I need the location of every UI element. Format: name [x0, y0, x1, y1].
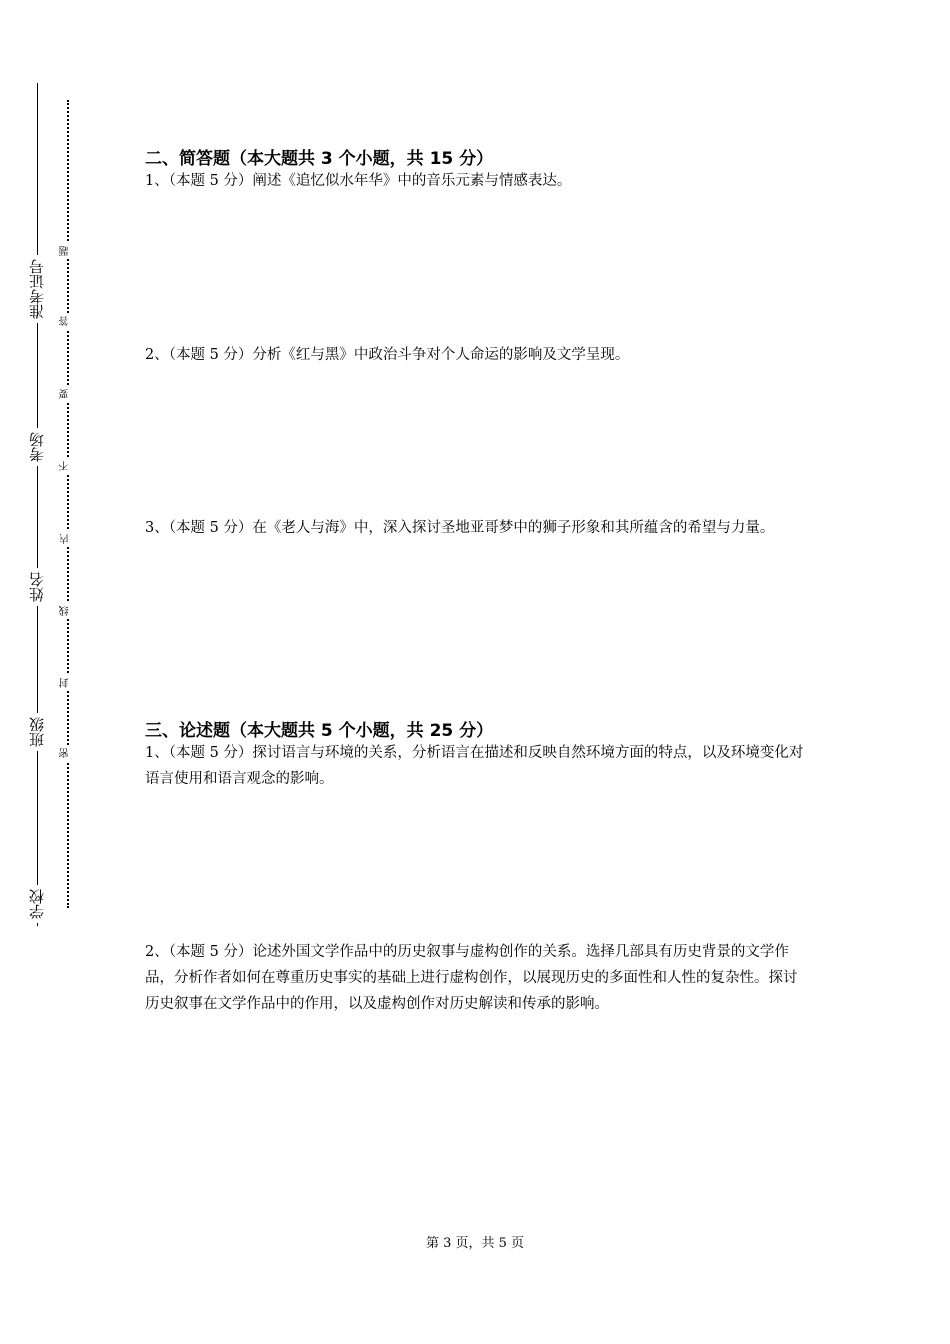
section-title-essay: 三、论述题（本大题共 5 个小题，共 25 分）: [145, 721, 494, 741]
seal-char: 密: [60, 745, 76, 761]
question-item: 1、（本题 5 分）阐述《追忆似水年华》中的音乐元素与情感表达。: [145, 173, 572, 189]
seal-char: 答: [60, 313, 76, 329]
seal-char: 内: [60, 531, 76, 547]
question-item: 2、（本题 5 分）论述外国文学作品中的历史叙事与虚构创作的关系。选择几部具有历史背景的文学作品，分析作者如何在尊重历史事实的基础上进行虚构创作，以展现历史的多面性和人性的复杂性。探讨历史叙事在文学作品中的作用，以及虚构创作对历史解读和传承的影响。: [145, 944, 798, 1012]
field-exam-number-label: 准考证号: [22, 255, 52, 323]
seal-char: 题: [60, 243, 76, 259]
section-title-short-answer: 二、简答题（本大题共 3 个小题，共 15 分）: [145, 149, 494, 169]
field-class-label: 班级: [22, 713, 52, 751]
seal-char: 要: [60, 386, 76, 402]
field-exam-room-label: 考场: [22, 428, 52, 466]
question-item: 3、（本题 5 分）在《老人与海》中，深入探讨圣地亚哥梦中的狮子形象和其所蕴含的希望与力量。: [145, 520, 775, 536]
question-item: 1、（本题 5 分）探讨语言与环境的关系，分析语言在描述和反映自然环境方面的特点，以及环境变化对语言使用和语言观念的影响。: [145, 745, 804, 787]
seal-char: 封: [60, 675, 76, 691]
binding-line: [37, 83, 38, 926]
seal-char: 不: [60, 458, 76, 474]
field-school-label: 学校: [22, 885, 52, 923]
binding-strip: [0, 0, 90, 1344]
field-name-label: 姓名: [22, 568, 52, 606]
question-item: 2、（本题 5 分）分析《红与黑》中政治斗争对个人命运的影响及文学呈现。: [145, 347, 630, 363]
seal-char: 线: [60, 603, 76, 619]
seal-dotted-line: [67, 100, 69, 908]
page-number: 第 3 页，共 5 页: [425, 1236, 525, 1251]
